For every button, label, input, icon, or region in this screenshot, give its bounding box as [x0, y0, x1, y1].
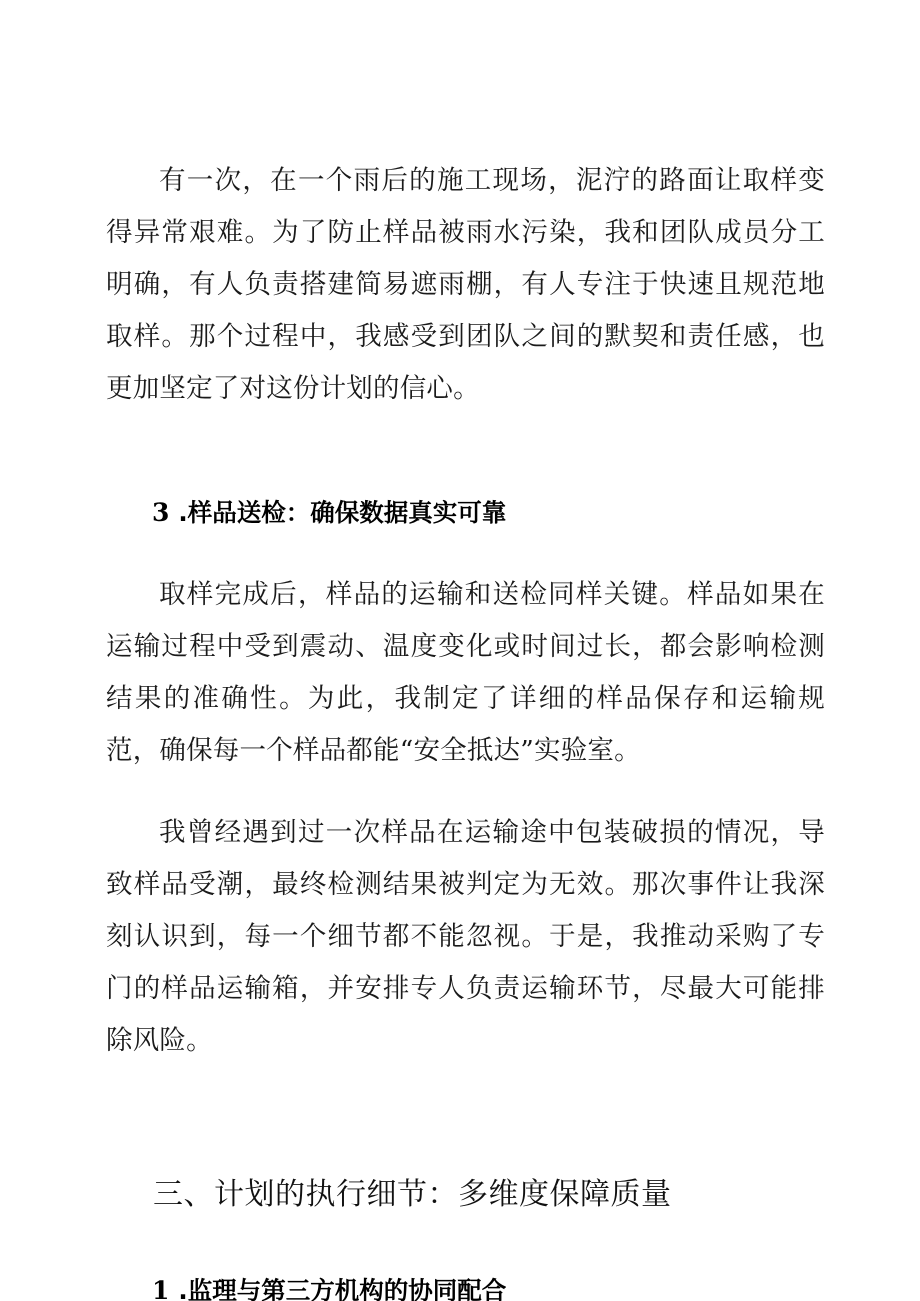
spacer-before-section-heading — [106, 1093, 825, 1173]
subheading-sample-submission — [106, 493, 825, 533]
paragraph-transport-and-submission: 取样完成后，样品的运输和送检同样关键。样品如果在运输过程中受到震动、温度变化或时间过长，都会影响检测结果的准确性。为此，我制定了详细的样品保存和运输规范，确保每一个样品都能“安全抵达”实验室。 — [106, 579, 825, 766]
subheading-number: 3 — [152, 498, 170, 527]
spacer-before-subheading-sample-submission — [106, 445, 825, 493]
spacer-after-subheading-sample-submission — [106, 533, 825, 569]
paragraph-rainy-site-anecdote: 有一次，在一个雨后的施工现场，泥泞的路面让取样变得异常艰难。为了防止样品被雨水污染，我和团队成员分工明确，有人负责搭建简易遮雨棚，有人专注于快速且规范地取样。那个过程中，我感受到团队之间的默契和责任感，也更加坚定了对这份计划的信心。 — [106, 165, 825, 404]
subheading-label: .样品送检：确保数据真实可靠 — [178, 498, 507, 527]
subheading-number: 1 — [152, 1276, 170, 1301]
spacer-after-section-heading — [106, 1217, 825, 1271]
paragraph-damaged-packaging-incident: 我曾经遇到过一次样品在运输途中包装破损的情况，导致样品受潮，最终检测结果被判定为无效。那次事件让我深刻认识到，每一个细节都不能忽视。于是，我推动采购了专门的样品运输箱，并安排专人负责运输环节，尽最大可能排除风险。 — [106, 817, 825, 1056]
document-content-area — [106, 155, 825, 1301]
subheading-supervision-cooperation — [106, 1271, 825, 1301]
subheading-label: .监理与第三方机构的协同配合 — [178, 1276, 507, 1301]
section-heading-execution-details: 三、计划的执行细节：多维度保障质量 — [153, 1177, 672, 1212]
